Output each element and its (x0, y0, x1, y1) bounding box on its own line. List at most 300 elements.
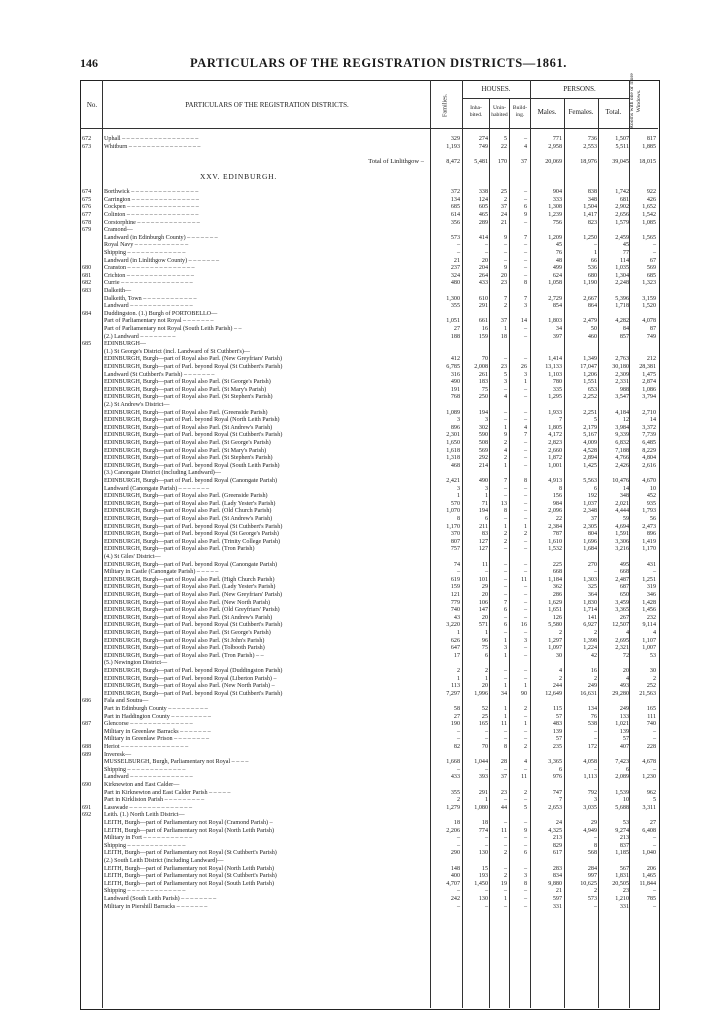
row-value: 20 (481, 614, 488, 621)
row-value: – (523, 614, 527, 621)
row-value: 3,220 (446, 622, 460, 629)
row-value: 2 (652, 675, 656, 682)
row-value: 53 (622, 820, 629, 826)
row-value: 590 (478, 432, 488, 439)
row-value: – (593, 835, 597, 842)
row-value: 2 (484, 668, 488, 674)
row-value: 1,210 (615, 896, 629, 902)
row-value: 193 (478, 873, 488, 880)
row-value: – (503, 675, 507, 682)
row-number: 673 (82, 143, 92, 150)
row-value: 58 (453, 706, 460, 712)
row-value: 20 (481, 592, 488, 598)
page-title: PARTICULARS OF THE REGISTRATION DISTRICTS—1861. (190, 56, 568, 70)
row-label: LEITH, Burgh—part of Parliamentary not Royal (North Leith Parish) (104, 827, 274, 834)
row-value: 20 (622, 668, 629, 674)
row-value: 569 (646, 265, 656, 272)
row-value: 2,667 (583, 295, 597, 302)
row-value: – (523, 326, 527, 332)
row-value: 400 (450, 873, 460, 880)
row-value: 7 (523, 432, 527, 439)
row-value: 1 (503, 896, 507, 902)
row-value: 17,047 (580, 364, 597, 370)
row-value: – (523, 645, 527, 652)
header-families: Families. (441, 93, 449, 118)
row-value: 264 (478, 272, 488, 279)
row-value: 37 (520, 158, 527, 165)
row-value: 567 (619, 865, 629, 872)
row-value: 127 (478, 546, 488, 553)
row-value: 2,089 (615, 774, 629, 781)
row-label: Military in Fort – – – – – – – – – – – (104, 835, 193, 842)
header-total: Total. (605, 108, 622, 116)
row-value: – (523, 888, 527, 895)
row-value: 113 (451, 683, 460, 690)
row-value: 1,532 (548, 546, 562, 553)
row-value: 490 (478, 478, 488, 484)
row-label: Glencorse – – – – – – – – – – – – – – (104, 721, 193, 728)
row-label: EDINBURGH, Burgh—part of Royal also Parl. (St Andrew's Parish) (104, 614, 273, 621)
row-value: 39,045 (612, 158, 629, 165)
row-value: – (652, 842, 656, 849)
row-value: 2,248 (615, 280, 629, 287)
row-value: 237 (450, 265, 460, 272)
row-value: – (456, 888, 460, 895)
row-value: 1 (484, 675, 488, 682)
row-value: 1,297 (548, 637, 562, 644)
row-value: 45 (622, 242, 629, 249)
row-value: 1,414 (548, 356, 562, 363)
row-value: – (484, 728, 488, 735)
row-value: – (523, 538, 527, 545)
row-value: 8 (593, 842, 597, 849)
row-value: 768 (450, 394, 460, 401)
row-label: Corstorphine – – – – – – – – – – – – – – (104, 219, 200, 226)
row-value: 356 (450, 219, 460, 226)
row-value: – (523, 766, 527, 773)
row-label: EDINBURGH, Burgh—part of Royal also Parl. (New Greyfriars' Parish) (104, 356, 283, 363)
row-value: – (484, 903, 488, 910)
row-value: 490 (450, 379, 460, 386)
row-label: Cramond— (104, 227, 133, 234)
row-value: 740 (450, 607, 460, 614)
row-value: – (652, 903, 656, 910)
row-value: 864 (587, 303, 597, 310)
row-value: – (523, 265, 527, 272)
row-value: 324 (450, 272, 460, 279)
row-value: 1 (523, 523, 527, 530)
row-value: 252 (646, 683, 656, 690)
row-value: 1 (456, 675, 460, 682)
row-value: 3 (523, 303, 527, 310)
row-value: 8,472 (446, 158, 460, 165)
row-value: – (523, 584, 527, 591)
row-value: – (456, 766, 460, 773)
row-value: 5,688 (615, 804, 629, 811)
row-value: 573 (587, 896, 597, 902)
row-value: 16 (481, 326, 488, 332)
row-value: 3 (456, 417, 460, 424)
row-value: 302 (478, 424, 488, 431)
row-value: 25 (500, 189, 507, 196)
row-value: – (484, 888, 488, 895)
row-value: 10 (622, 797, 629, 804)
row-value: 3 (523, 637, 527, 644)
row-value: 2 (503, 303, 507, 310)
row-value: 4 (523, 759, 527, 766)
row-value: 2,660 (548, 447, 562, 454)
row-label: Part in Kirknewton and East Calder Parish – – – – – (104, 789, 231, 796)
row-value: 1,021 (615, 721, 629, 728)
row-value: 804 (587, 531, 597, 538)
row-value: 829 (552, 842, 562, 849)
row-value: 1,652 (642, 204, 656, 211)
row-value: 7,188 (615, 447, 629, 454)
row-label: EDINBURGH, Burgh—part of Royal also Parl. (High Church Parish) (104, 576, 275, 583)
row-value: 6 (503, 607, 507, 614)
row-value: 1,872 (548, 455, 562, 462)
row-value: 1 (503, 652, 507, 659)
row-value: 1,650 (446, 440, 460, 446)
row-value: 407 (619, 744, 629, 750)
row-value: – (503, 903, 507, 910)
row-value: 2,179 (583, 424, 597, 431)
row-value: 1,103 (548, 371, 562, 378)
row-value: 141 (587, 614, 597, 621)
row-value: 165 (646, 706, 656, 712)
row-value: 6 (503, 622, 507, 629)
row-value: 7,423 (615, 759, 629, 766)
row-value: 4,078 (642, 318, 656, 325)
row-value: 74 (453, 561, 460, 568)
header-males: Males. (537, 108, 557, 116)
row-value: 624 (552, 272, 562, 279)
row-value: 5 (593, 417, 597, 424)
row-label: Military in Greenlaw Prison – – – – – – – – (104, 736, 210, 743)
row-value: 20,069 (545, 158, 562, 165)
row-value: – (523, 136, 527, 142)
row-value: 7 (523, 234, 527, 241)
row-value: 2,301 (446, 432, 460, 439)
row-value: 213 (552, 835, 562, 842)
row-value: 133 (619, 713, 629, 720)
row-value: – (523, 500, 527, 507)
row-value: – (523, 242, 527, 249)
row-value: 6 (625, 766, 629, 773)
row-value: – (523, 599, 527, 606)
row-value: 4 (503, 447, 507, 454)
row-value: 774 (478, 827, 488, 834)
row-value: 20 (500, 272, 507, 279)
row-value: – (523, 394, 527, 401)
row-number: 681 (82, 272, 92, 279)
row-value: 4 (652, 630, 656, 636)
row-value: 346 (646, 592, 656, 598)
row-value: 3,311 (642, 804, 656, 811)
row-value: 2 (503, 455, 507, 462)
row-number: 690 (82, 782, 92, 788)
row-value: 2,321 (615, 645, 629, 652)
row-value: 2,421 (446, 478, 460, 484)
row-label: Part in Haddington County – – – – – – – – – (104, 713, 211, 720)
row-value: 668 (619, 569, 629, 576)
row-label: EDINBURGH, Burgh—part of Royal also Parl. (St John's Parish) (104, 637, 265, 644)
row-label: Dalkeith— (104, 288, 132, 294)
row-value: – (456, 842, 460, 849)
row-value: 37 (500, 774, 507, 781)
row-value: 2 (523, 744, 527, 750)
row-label: (4.) St Giles' District— (104, 554, 161, 560)
header-building: Build- ing. (512, 105, 528, 118)
row-label: (1.) St George's District (incl. Landward of St Cuthbert's)— (104, 348, 250, 355)
row-label: Heriot – – – – – – – – – – – – – – – (104, 744, 189, 750)
row-value: – (503, 888, 507, 895)
row-value: 997 (587, 873, 597, 880)
row-value: 90 (520, 690, 527, 697)
row-value: 372 (450, 189, 460, 196)
row-value: – (503, 630, 507, 636)
row-value: 6,832 (615, 440, 629, 446)
row-value: 1,456 (642, 607, 656, 614)
row-value: 508 (478, 440, 488, 446)
row-value: 3 (456, 485, 460, 492)
row-value: 1,428 (642, 599, 656, 606)
row-value: 9 (503, 265, 507, 272)
row-value: 59 (622, 516, 629, 522)
row-value: 1,742 (615, 189, 629, 196)
row-value: 2,710 (642, 409, 656, 416)
row-label: EDINBURGH, Burgh—part of Parl. beyond Royal (Canongate Parish) (104, 478, 278, 484)
row-value: 329 (450, 136, 460, 142)
row-value: 5 (523, 804, 527, 811)
row-value: 681 (619, 196, 629, 203)
row-value: – (503, 250, 507, 256)
row-value: 536 (587, 265, 597, 272)
row-value: 661 (478, 318, 488, 325)
row-value: 1 (503, 523, 507, 530)
row-value: – (523, 386, 527, 393)
row-value: 610 (478, 295, 488, 302)
row-value: 43 (453, 614, 460, 621)
row-value: 249 (587, 683, 597, 690)
row-label: Inveresk— (104, 751, 132, 758)
row-value: 1,591 (615, 531, 629, 538)
row-value: 66 (590, 257, 597, 264)
row-value: 1,097 (548, 645, 562, 652)
row-value: 834 (552, 873, 562, 880)
row-value: – (523, 652, 527, 659)
row-value: 18,015 (639, 158, 656, 165)
row-value: 206 (646, 865, 656, 872)
row-value: 2,729 (548, 295, 562, 302)
row-value: 4 (558, 668, 562, 674)
row-value: – (652, 250, 656, 256)
row-value: 10 (649, 485, 656, 492)
row-value: 617 (552, 850, 562, 857)
row-number: 679 (82, 227, 92, 234)
row-value: 18 (481, 820, 488, 826)
row-label: Shipping – – – – – – – – – – – – – (104, 250, 186, 256)
row-value: 127 (478, 538, 488, 545)
row-value: 4 (523, 424, 527, 431)
row-value: 3 (523, 371, 527, 378)
row-value: 9,339 (615, 432, 629, 439)
row-value: 2 (503, 873, 507, 880)
row-value: 29 (481, 584, 488, 591)
row-value: 2,763 (615, 356, 629, 363)
row-value: 194 (478, 508, 488, 515)
row-value: 139 (552, 728, 562, 735)
row-value: – (456, 242, 460, 249)
row-value: 7 (558, 797, 562, 804)
row-value: 30,180 (612, 364, 629, 370)
row-value: 3,365 (548, 759, 562, 766)
row-value: – (523, 903, 527, 910)
row-value: 16 (520, 622, 527, 629)
row-value: – (523, 896, 527, 902)
row-value: 1,349 (583, 356, 597, 363)
row-value: 21 (500, 219, 507, 226)
row-value: 1,450 (474, 880, 488, 887)
row-value: 13,133 (545, 364, 562, 370)
row-value: 1,651 (548, 607, 562, 614)
row-value: 1,206 (583, 371, 597, 378)
row-value: 130 (478, 896, 488, 902)
row-number: 688 (82, 744, 92, 750)
row-value: – (523, 219, 527, 226)
row-value: 130 (478, 850, 488, 857)
row-label: Landward (South Leith Parish) – – – – – – – – (104, 896, 217, 902)
row-label: EDINBURGH, Burgh—part of Royal also Parl. (Greenside Parish) (104, 493, 268, 500)
row-value: – (456, 835, 460, 842)
row-value: 668 (552, 569, 562, 576)
row-value: – (523, 842, 527, 849)
row-value: 1,051 (446, 318, 460, 325)
row-value: 680 (587, 272, 597, 279)
row-value: 284 (587, 865, 597, 872)
row-value: 817 (646, 136, 656, 142)
row-number: 676 (82, 204, 92, 211)
row-label: Lasswade – – – – – – – – – – – – – – (104, 804, 193, 811)
row-value: 53 (649, 652, 656, 659)
row-value: 397 (552, 333, 562, 340)
row-label: EDINBURGH, Burgh—part of Royal also Parl. (New Greyfriars' Parish) (104, 592, 283, 598)
row-label: Landward (Canongate Parish) – – – – – – – (104, 485, 210, 492)
row-value: 1,303 (583, 576, 597, 583)
row-label: Landward – – – – – – – – – – – – – – (104, 774, 193, 781)
row-value: 1,300 (446, 295, 460, 302)
row-value: 1,085 (642, 219, 656, 226)
row-value: 106 (478, 599, 488, 606)
row-value: 5,511 (615, 143, 629, 150)
row-label: EDINBURGH, Burgh—part of Royal also Parl. (Lady Yester's Parish) (104, 584, 276, 591)
row-value: 1,803 (548, 318, 562, 325)
row-label: EDINBURGH, Burgh—part of Royal also Parl. (St Andrew's Parish) (104, 516, 273, 522)
row-value: 480 (450, 280, 460, 287)
row-value: 28,381 (639, 364, 656, 370)
header-no: No. (86, 101, 98, 109)
row-value: 1 (523, 379, 527, 386)
row-value: – (503, 417, 507, 424)
row-value: 2,653 (548, 804, 562, 811)
row-value: 191 (450, 386, 460, 393)
row-value: 1 (456, 630, 460, 636)
row-value: 1,251 (642, 576, 656, 583)
row-value: 2 (523, 706, 527, 712)
row-value: 7 (503, 599, 507, 606)
row-value: – (523, 835, 527, 842)
row-value: 192 (587, 493, 597, 500)
row-value: 857 (619, 333, 629, 340)
row-value: 3,216 (615, 546, 629, 553)
row-value: 2,021 (615, 500, 629, 507)
row-label: LEITH, Burgh—part of Parliamentary not Royal (Cramond Parish) – (104, 820, 273, 826)
header-particulars: PARTICULARS OF THE REGISTRATION DISTRICTS. (185, 101, 349, 109)
header-females: Females. (568, 108, 594, 116)
row-value: 24 (555, 820, 562, 826)
row-value: 292 (478, 455, 488, 462)
row-number: 677 (82, 212, 92, 218)
row-value: 1,507 (615, 136, 629, 142)
row-label: EDINBURGH, Burgh—part of Royal also Parl. (Greenside Parish) (104, 409, 268, 416)
row-value: 5,396 (615, 295, 629, 302)
row-value: – (503, 257, 507, 264)
row-value: – (503, 576, 507, 583)
row-value: 211 (479, 523, 488, 530)
row-value: – (523, 417, 527, 424)
row-value: 1,184 (548, 576, 562, 583)
row-number: 691 (82, 804, 92, 811)
row-value: 2,309 (615, 371, 629, 378)
header-inhabited: Inha- bited. (469, 105, 483, 118)
row-value: – (503, 797, 507, 804)
row-value: – (523, 508, 527, 515)
row-value: 7 (503, 478, 507, 484)
row-value: 1,035 (615, 265, 629, 272)
row-value: 1,113 (583, 774, 597, 781)
row-value: 134 (587, 706, 597, 712)
row-value: 749 (478, 143, 488, 150)
row-label: EDINBURGH, Burgh—part of Royal also Parl. (Tolbooth Parish) (104, 645, 265, 652)
row-value: 22 (500, 143, 507, 150)
row-value: 18 (500, 333, 507, 340)
row-value: 4,670 (642, 478, 656, 484)
row-value: – (523, 272, 527, 279)
row-value: – (456, 736, 460, 743)
row-value: 8 (523, 478, 527, 484)
row-label: EDINBURGH, Burgh—part of Parl. beyond Royal (South Leith Parish) (104, 462, 280, 469)
row-value: 1,629 (548, 599, 562, 606)
row-value: 71 (481, 500, 488, 507)
row-value: 1 (484, 493, 488, 500)
row-label: Shipping – – – – – – – – – – – – – (104, 842, 186, 849)
row-value: 1,425 (583, 462, 597, 469)
row-value: 1,279 (446, 804, 460, 811)
row-value: 183 (478, 379, 488, 386)
row-value: 4 (625, 630, 629, 636)
row-value: 896 (450, 424, 460, 431)
row-value: 67 (649, 257, 656, 264)
row-value: 362 (552, 584, 562, 591)
row-value: 465 (478, 212, 488, 218)
row-value: 1 (503, 326, 507, 332)
row-value: – (523, 409, 527, 416)
table-row (80, 903, 658, 911)
row-value: 370 (450, 531, 460, 538)
row-label: Whitburn – – – – – – – – – – – – – – – – (104, 143, 201, 150)
page-header (80, 56, 658, 72)
row-value: 172 (587, 744, 597, 750)
